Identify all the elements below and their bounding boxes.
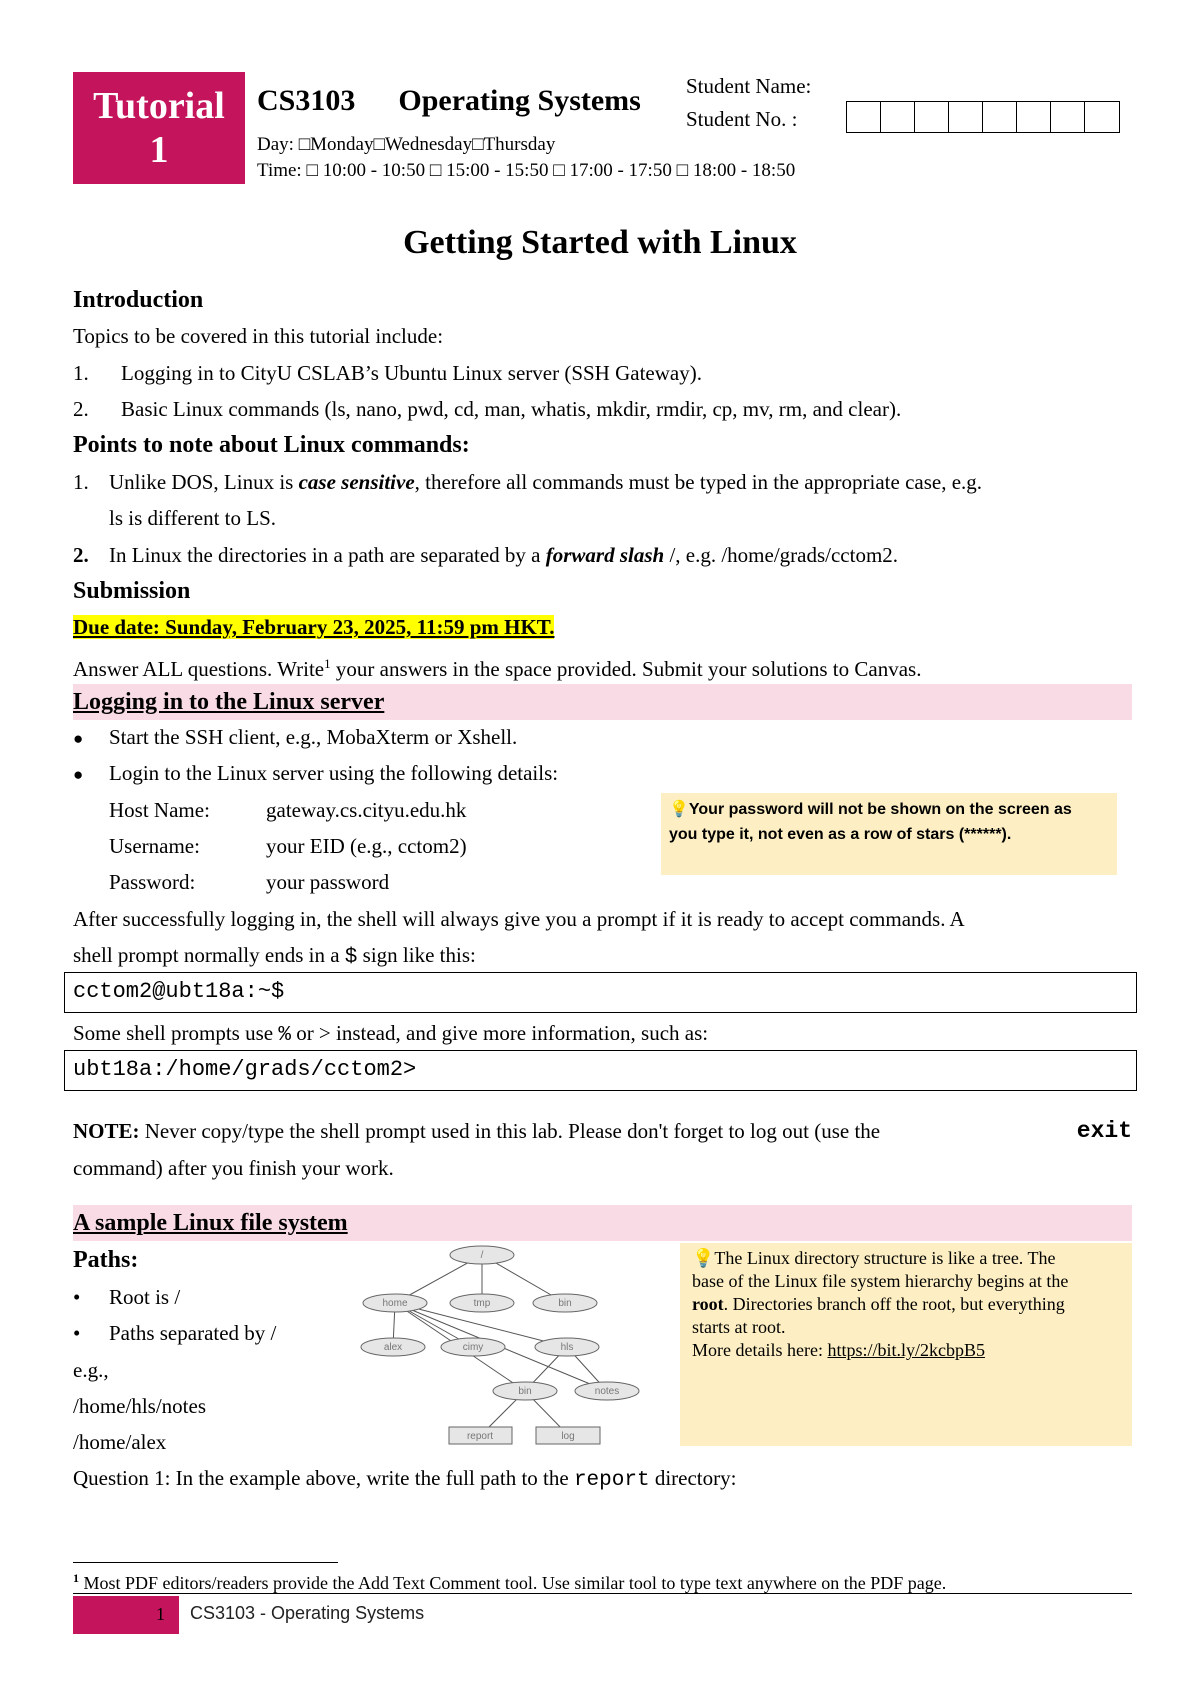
prompt-example-1: cctom2@ubt18a:~$ — [64, 972, 1137, 1013]
day-option-thursday[interactable]: □Thursday — [472, 134, 556, 155]
login-section-header — [73, 684, 1132, 720]
intro-item-1: 1. Logging in to CityU CSLAB’s Ubuntu Linux server (SSH Gateway). — [73, 361, 702, 385]
page-title: Getting Started with Linux — [403, 224, 797, 261]
student-name-label: Student Name: — [686, 74, 812, 98]
paths-eg: e.g., — [73, 1358, 109, 1382]
filesystem-tree-diagram — [355, 1243, 655, 1453]
detail-password: Password: your password — [109, 870, 390, 894]
question-1: Question 1: In the example above, write the full path to the report directory: — [73, 1466, 737, 1492]
tree-label: hls — [560, 1342, 574, 1353]
alt-prompt-text: Some shell prompts use % or > instead, and give more information, such as: — [73, 1021, 709, 1047]
footer-text: CS3103 - Operating Systems — [190, 1603, 425, 1623]
note-text: NOTE: Never copy/type the shell prompt used in this lab. Please don't forget to log out (use the exit — [73, 1118, 1132, 1144]
detail-username: Username: your EID (e.g., cctom2) — [109, 834, 467, 858]
intro-item-2: 2. Basic Linux commands (ls, nano, pwd, cd, man, whatis, mkdir, rmdir, cp, mv, rm, and clear). — [73, 397, 902, 421]
badge-number: 1 — [149, 129, 169, 171]
badge-title: Tutorial — [93, 85, 225, 127]
tree-label: cimy — [462, 1342, 484, 1353]
login-bullet-2: ● Login to the Linux server using the following details: — [73, 761, 559, 785]
tree-label: report — [466, 1431, 494, 1442]
course-code: CS3103 — [257, 84, 356, 117]
intro-heading: Introduction — [73, 287, 204, 313]
student-no-boxes[interactable] — [846, 101, 1120, 133]
time-option-4[interactable]: □ 18:00 - 18:50 — [676, 160, 796, 181]
points-item-2: 2. In Linux the directories in a path are separated by a forward slash /, e.g. /home/grads/cctom2. — [73, 543, 899, 567]
answer-instructions: Answer ALL questions. Write$^1$ your answers in the space provided. Submit your solutions to Canvas. — [73, 656, 922, 681]
login-bullet-1: ● Start the SSH client, e.g., MobaXterm or Xshell. — [73, 725, 518, 749]
path-example-1: /home/hls/notes — [73, 1394, 206, 1418]
time-option-2[interactable]: □ 15:00 - 15:50 — [429, 160, 549, 181]
footnote-divider — [73, 1562, 338, 1563]
tree-label: notes — [594, 1386, 620, 1397]
after-login-text-2: shell prompt normally ends in a $ sign like this: — [73, 943, 476, 969]
time-option-1[interactable]: □ 10:00 - 10:50 — [306, 160, 426, 181]
day-option-wednesday[interactable]: □Wednesday — [373, 134, 473, 155]
details-link[interactable]: https://bit.ly/2kcbpB5 — [827, 1340, 985, 1360]
prompt-example-2: ubt18a:/home/grads/cctom2> — [64, 1050, 1137, 1091]
course-title — [257, 84, 641, 118]
filesystem-heading: A sample Linux file system — [73, 1210, 348, 1236]
time-option-3[interactable]: □ 17:00 - 17:50 — [553, 160, 672, 181]
footer-divider — [73, 1593, 1132, 1594]
paths-bullet-1: • Root is / — [73, 1285, 181, 1309]
student-no-label: Student No. : — [686, 107, 798, 131]
day-row — [257, 134, 555, 156]
footer-page-badge — [73, 1596, 179, 1634]
note-text-cont: command) after you finish your work. — [73, 1156, 394, 1180]
submission-heading: Submission — [73, 578, 191, 604]
tree-label: bin — [558, 1298, 572, 1309]
filesystem-section-header — [73, 1205, 1132, 1241]
password-tip: 💡Your password will not be shown on the screen as you type it, not even as a row of stars (******). — [661, 793, 1117, 875]
page-number: 1 — [156, 1604, 165, 1624]
detail-host: Host Name: gateway.cs.cityu.edu.hk — [109, 798, 467, 822]
course-name: Operating Systems — [398, 84, 641, 117]
tree-label: tmp — [473, 1298, 491, 1309]
day-label: Day: — [257, 134, 294, 155]
login-heading: Logging in to the Linux server — [73, 689, 385, 715]
tree-label: log — [561, 1431, 575, 1442]
tutorial-badge — [73, 72, 245, 184]
lightbulb-icon: 💡 — [692, 1248, 715, 1268]
paths-bullet-2: • Paths separated by / — [73, 1321, 277, 1345]
tree-label: home — [382, 1298, 408, 1309]
path-example-2: /home/alex — [73, 1430, 167, 1454]
filesystem-tip: 💡The Linux directory structure is like a tree. The base of the Linux file system hierarchy begins at the root. Directories branch off the root, but everything starts at root. More details here: https://bit.ly/2kcbpB5 — [680, 1243, 1132, 1446]
paths-heading: Paths: — [73, 1247, 139, 1273]
intro-lead: Topics to be covered in this tutorial include: — [73, 324, 444, 348]
points-item-1: 1. Unlike DOS, Linux is case sensitive, therefore all commands must be typed in the appropriate case, e.g. — [73, 470, 983, 494]
day-option-monday[interactable]: □Monday — [298, 134, 374, 155]
lightbulb-icon: 💡 — [669, 801, 689, 818]
after-login-text: After successfully logging in, the shell will always give you a prompt if it is ready to accept commands. A — [73, 907, 965, 931]
due-date: Due date: Sunday, February 23, 2025, 11:59 pm HKT. — [73, 615, 555, 639]
footnote: $^1$ Most PDF editors/readers provide the Add Text Comment tool. Use similar tool to type text anywhere on the PDF page. — [73, 1571, 947, 1593]
tree-label: / — [480, 1250, 484, 1261]
points-heading: Points to note about Linux commands: — [73, 432, 470, 458]
time-row — [257, 160, 795, 182]
tree-label: alex — [383, 1342, 403, 1353]
time-label: Time: — [257, 160, 302, 181]
points-item-1-cont: ls is different to LS. — [109, 506, 277, 530]
tree-label: bin — [518, 1386, 532, 1397]
